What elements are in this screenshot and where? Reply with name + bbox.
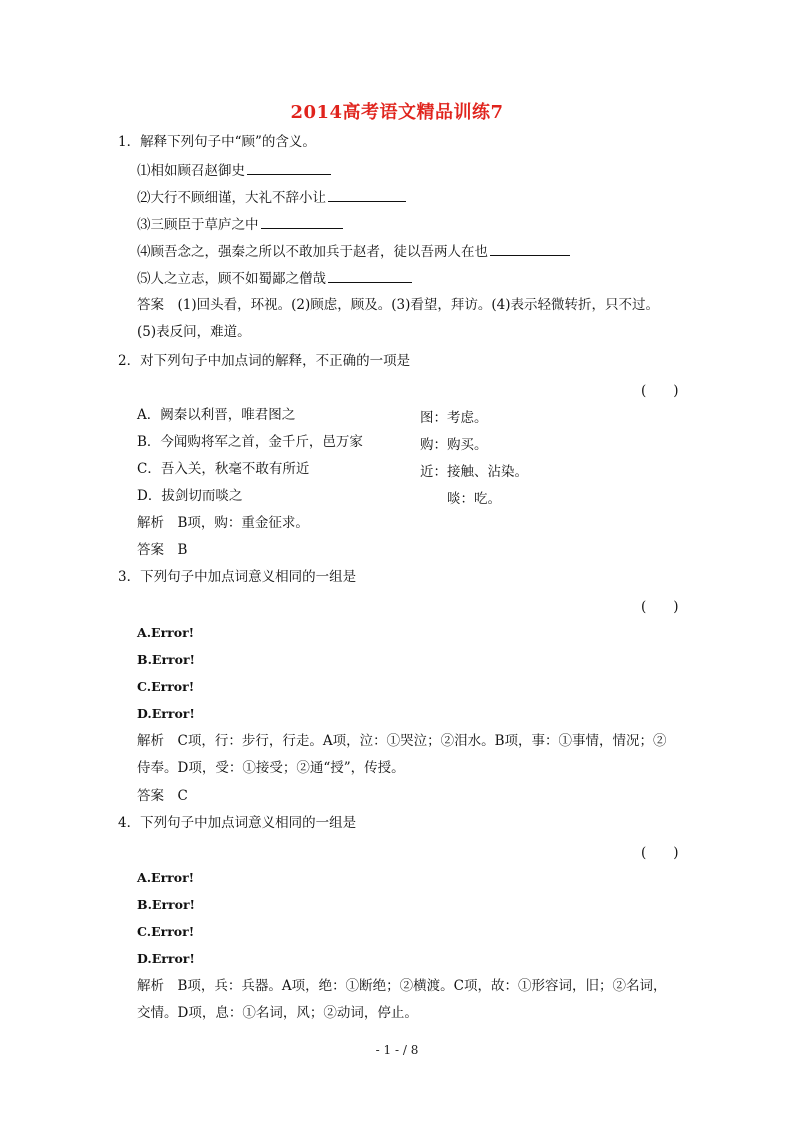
question-4-analysis-cont: 交情。D项，息：①名词，风；②动词，停止。 (137, 1005, 418, 1021)
question-3-option-d: D.Error! (137, 706, 195, 721)
question-1-item-2 (137, 187, 406, 207)
question-2-analysis: 解析 B项，购：重金征求。 (137, 515, 309, 531)
question-4-stem: 4．下列句子中加点词意义相同的一组是 (118, 815, 357, 831)
question-3-option-c: C.Error! (137, 679, 195, 694)
question-4-option-a: A.Error! (137, 870, 195, 885)
question-2-stem: 2．对下列句子中加点词的解释，不正确的一项是 (118, 353, 411, 369)
question-1-answer-cont: (5)表反问，难道。 (137, 324, 251, 340)
question-1-item-1 (137, 160, 331, 180)
question-2-option-b-gloss: 购：购买。 (420, 437, 488, 453)
question-1-item-4 (137, 241, 570, 261)
question-3-analysis: 解析 C项，行：步行，行走。A项，泣：①哭泣；②泪水。B项，事：①事情，情况；② (137, 733, 667, 749)
question-1-stem: 1．解释下列句子中“顾”的含义。 (118, 134, 316, 150)
question-4-answer-paren: ( ) (641, 845, 679, 861)
question-1-answer: 答案 (1)回头看，环视。(2)顾虑，顾及。(3)看望，拜访。(4)表示轻微转折，只不过。 (137, 297, 659, 313)
answer-blank (490, 241, 570, 256)
question-3-answer-paren: ( ) (641, 599, 679, 615)
question-2-option-a: A．阙秦以利晋，唯君图之 (137, 407, 296, 423)
answer-blank (328, 268, 412, 283)
question-3-answer: 答案 C (137, 788, 188, 804)
question-3-analysis-cont: 侍奉。D项，受：①接受；②通“授”，传授。 (137, 760, 405, 776)
question-2-option-d: D．拔剑切而啖之 (137, 488, 243, 504)
question-4-option-d: D.Error! (137, 951, 195, 966)
question-1-item-5 (137, 268, 412, 288)
question-2-option-c-gloss: 近：接触、沾染。 (420, 464, 528, 480)
question-2-option-a-gloss: 图：考虑。 (420, 410, 488, 426)
question-2-option-d-gloss: 啖：吃。 (447, 491, 501, 507)
question-1-item-3 (137, 214, 343, 234)
answer-blank (261, 214, 343, 229)
item-text: ⑴相如顾召赵御史 (137, 163, 245, 179)
page-title: 2014高考语文精品训练7 (290, 102, 504, 123)
question-4-analysis: 解析 B项，兵：兵器。A项，绝：①断绝；②横渡。C项，故：①形容词，旧；②名词， (137, 978, 667, 994)
answer-blank (328, 187, 406, 202)
question-2-answer-paren: ( ) (641, 383, 679, 399)
question-4-option-c: C.Error! (137, 924, 195, 939)
question-2-answer: 答案 B (137, 542, 188, 558)
answer-blank (247, 160, 331, 175)
question-4-option-b: B.Error! (137, 897, 196, 912)
question-2-option-c: C．吾入关，秋毫不敢有所近 (137, 461, 310, 477)
item-text: ⑸人之立志，顾不如蜀鄙之僧哉 (137, 271, 326, 287)
item-text: ⑷顾吾念之，强秦之所以不敢加兵于赵者，徒以吾两人在也 (137, 244, 488, 260)
item-text: ⑶三顾臣于草庐之中 (137, 217, 259, 233)
item-text: ⑵大行不顾细谨，大礼不辞小让 (137, 190, 326, 206)
question-2-option-b: B．今闻购将军之首，金千斤，邑万家 (137, 434, 363, 450)
question-3-option-b: B.Error! (137, 652, 196, 667)
question-3-option-a: A.Error! (137, 625, 195, 640)
page-number: - 1 - / 8 (375, 1043, 419, 1057)
question-3-stem: 3．下列句子中加点词意义相同的一组是 (118, 569, 357, 585)
